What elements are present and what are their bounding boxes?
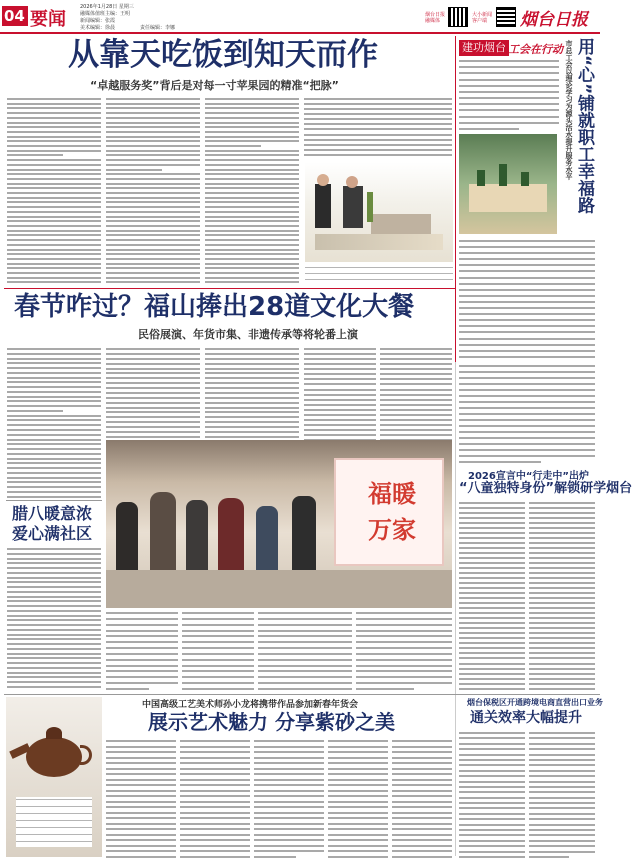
right-column-divider bbox=[455, 362, 456, 856]
banner-text-1: 福暖 bbox=[368, 479, 416, 508]
qr-code-icon bbox=[448, 7, 468, 27]
article-5-kicker: 中国高级工艺美术师孙小龙将携带作品参加新春年货会 bbox=[142, 700, 359, 710]
article-1-title: 从靠天吃饭到知天而作 bbox=[68, 37, 378, 73]
article-3-col-3 bbox=[182, 612, 254, 690]
article-1-col-2 bbox=[106, 98, 200, 284]
side-story-title: 用“心”铺就职工幸福路 bbox=[574, 38, 594, 214]
masthead-logo: 烟台日报 bbox=[520, 10, 588, 30]
orchard-photo bbox=[305, 162, 453, 262]
issue-date: 2026年1月28日 星期三 bbox=[80, 4, 134, 10]
side-story-body bbox=[459, 240, 595, 358]
editor-line-4: 责任编辑：李娜 bbox=[140, 25, 176, 31]
article-1-col-3 bbox=[205, 98, 299, 284]
article-2-title: 春节咋过？福山捧出28道文化大餐 bbox=[14, 292, 415, 322]
side-story-series: 工会在行动 bbox=[508, 43, 563, 56]
article-6-title: 通关效率大幅提升 bbox=[470, 710, 582, 726]
article-4-col-2 bbox=[529, 502, 595, 690]
side-story-subtitle: 市总工会以理论学习为源头活水提升服务水平 bbox=[565, 40, 573, 180]
article-1-col-4 bbox=[304, 98, 452, 156]
article-3-col-2 bbox=[106, 612, 178, 690]
article-3-col-5 bbox=[356, 612, 452, 690]
article-2-col-1 bbox=[7, 348, 101, 498]
article-2-col-3 bbox=[205, 348, 299, 438]
banner-text-2: 万家 bbox=[368, 515, 416, 544]
article-2-col-2 bbox=[106, 348, 200, 438]
article-6-col-1 bbox=[459, 732, 525, 858]
section-name: 要闻 bbox=[30, 9, 66, 30]
side-story-tag: 建功烟台 bbox=[459, 40, 509, 56]
page-number: 04 bbox=[4, 7, 25, 25]
qr-caption-1: 烟台日报 融媒体 bbox=[425, 12, 446, 24]
article-4-title: “八童独特身份”解锁研学烟台 bbox=[459, 481, 632, 496]
article-3-col-4 bbox=[258, 612, 352, 690]
article-2-subtitle: 民俗展演、年货市集、非遗传承等将轮番上演 bbox=[138, 328, 358, 341]
section-rule bbox=[4, 694, 600, 695]
article-6-kicker: 烟台保税区开通跨境电商直营出口业务 bbox=[467, 698, 603, 707]
section-rule bbox=[4, 288, 455, 289]
article-4-col-1 bbox=[459, 502, 525, 690]
qr-code-icon bbox=[496, 7, 516, 27]
article-6-col-2 bbox=[529, 732, 595, 858]
article-5-col-3 bbox=[254, 740, 324, 858]
article-3-title: 腊八暖意浓 bbox=[12, 504, 93, 523]
orchard-photo-caption bbox=[305, 266, 453, 282]
article-1-col-1 bbox=[7, 98, 101, 284]
article-4-kicker: 2026宣言中“行走中”出炉 bbox=[468, 471, 589, 482]
side-story-photo bbox=[459, 134, 557, 234]
qr-caption-2: 大小新闻 客户端 bbox=[472, 12, 493, 24]
article-3-title-2: 爱心满社区 bbox=[12, 524, 93, 543]
article-4-upper bbox=[459, 365, 595, 463]
article-5-col-1 bbox=[106, 740, 176, 858]
article-5-col-2 bbox=[180, 740, 250, 858]
editor-line-3: 美术编辑：徐晨 bbox=[80, 25, 116, 31]
article-3-body bbox=[7, 548, 101, 688]
article-5-title: 展示艺术魅力 分享紫砂之美 bbox=[148, 710, 395, 734]
editor-line-2: 新闻编辑：张霞 bbox=[80, 18, 116, 24]
editor-line-1: 融媒体值班主编：王明 bbox=[80, 11, 131, 17]
article-5-col-4 bbox=[328, 740, 388, 858]
article-1-subtitle: “卓越服务奖”背后是对每一寸苹果园的精准“把脉” bbox=[90, 79, 339, 92]
teapot-photo bbox=[6, 697, 102, 857]
community-photo bbox=[106, 440, 452, 608]
article-5-col-5 bbox=[392, 740, 452, 858]
side-story-divider bbox=[455, 36, 456, 362]
page-header bbox=[0, 0, 600, 34]
side-story-intro bbox=[459, 60, 559, 130]
